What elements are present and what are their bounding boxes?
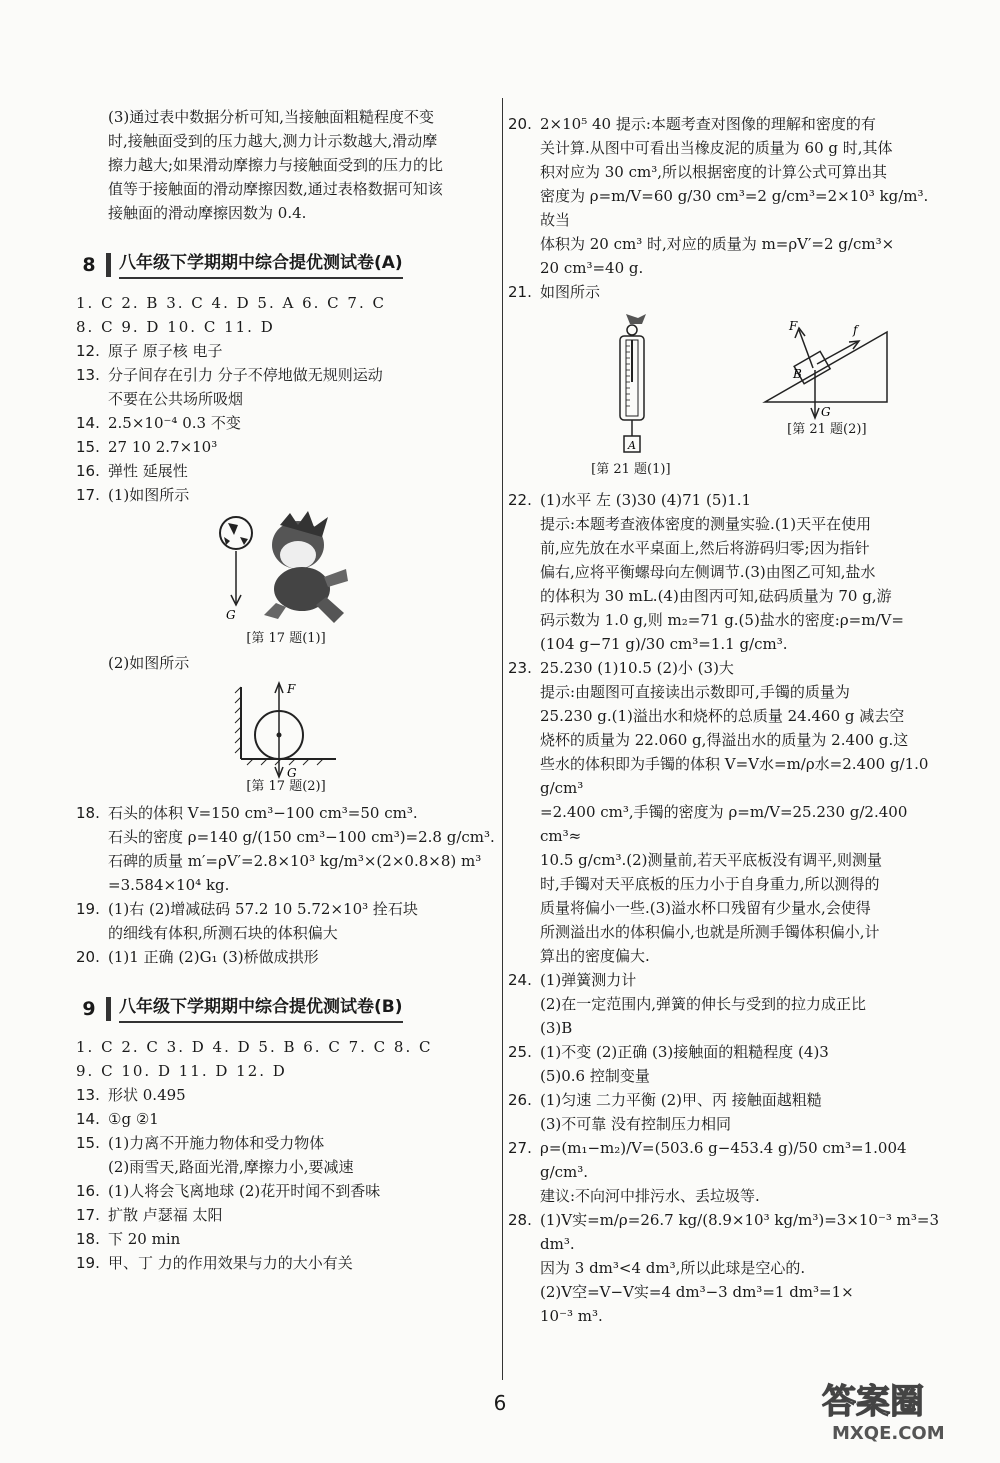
answer-row	[508, 280, 940, 304]
answer-row	[508, 608, 940, 632]
answer-text: 提示:本题考查液体密度的测量实验.(1)天平在使用	[540, 515, 872, 533]
block-label: B	[792, 367, 802, 381]
answer-text: 弹性 延展性	[108, 462, 188, 480]
answer-row	[508, 1184, 940, 1208]
answer-row	[508, 1208, 940, 1256]
figure-21	[548, 308, 940, 482]
intro-paragraph	[76, 105, 496, 225]
answer-text: (1)力离不开施力物体和受力物体	[108, 1134, 325, 1152]
spring-scale-image	[596, 312, 666, 462]
answer-text: (104 g−71 g)/30 cm³=1.1 g/cm³.	[540, 635, 788, 653]
answer-text: 密度为 ρ=m/V=60 g/30 cm³=2 g/cm³=2×10³ kg/m³.故当	[540, 187, 929, 229]
answer-row	[508, 632, 940, 656]
answer-text: 因为 3 dm³<4 dm³,所以此球是空心的.	[540, 1259, 806, 1277]
answer-text: 9. C 10. D 11. D 12. D	[76, 1062, 287, 1080]
question-number: 20.	[76, 948, 100, 966]
answer-text: (1)V实=m/ρ=26.7 kg/(8.9×10³ kg/m³)=3×10⁻³ m³=3 dm³.	[540, 1211, 940, 1253]
answer-row	[508, 232, 940, 256]
answer-text: 码示数为 1.0 g,则 m₂=71 g.(5)盐水的密度:ρ=m/V=	[540, 611, 904, 629]
figure-caption: [第 21 题(1)]	[591, 462, 671, 477]
answer-row	[508, 656, 940, 680]
figure-caption: [第 21 题(2)]	[787, 422, 867, 437]
answer-text: 石碑的质量 m′=ρV′=2.8×10³ kg/m³×(2×0.8×8) m³	[108, 852, 482, 870]
answer-row	[508, 944, 940, 968]
column-divider	[502, 98, 503, 1380]
answer-text: 10.5 g/cm³.(2)测量前,若天平底板没有调平,则测量	[540, 851, 883, 869]
question-number: 28.	[508, 1211, 532, 1229]
answer-text: (1)不变 (2)正确 (3)接触面的粗糙程度 (4)3	[540, 1043, 829, 1061]
question-20	[508, 112, 940, 280]
answer-text: 些水的体积即为手镯的体积 V=V水=m/ρ水=2.400 g/1.0 g/cm³	[540, 755, 929, 797]
question-number: 16.	[76, 1182, 100, 1200]
answer-text: 扩散 卢瑟福 太阳	[108, 1206, 223, 1224]
question-23	[508, 656, 940, 968]
question-number: 16.	[76, 462, 100, 480]
answer-text: 关计算.从图中可看出当橡皮泥的质量为 60 g 时,其体	[540, 139, 893, 157]
answer-row	[76, 825, 496, 849]
answer-text: 1. C 2. B 3. C 4. D 5. A 6. C 7. C	[76, 294, 386, 312]
right-column	[508, 112, 940, 1328]
answer-row	[76, 1035, 496, 1059]
svg-text:答案圈: 答案圈	[822, 1382, 924, 1422]
answer-text: 10⁻³ m³.	[540, 1307, 603, 1325]
answer-row	[508, 512, 940, 536]
answer-row	[508, 704, 940, 728]
answer-row	[76, 921, 496, 945]
question-number: 18.	[76, 804, 100, 822]
answer-row	[508, 968, 940, 992]
answer-text: 8. C 9. D 10. C 11. D	[76, 318, 275, 336]
answer-row	[508, 160, 940, 184]
answer-row	[508, 560, 940, 584]
answer-row	[76, 1203, 496, 1227]
answer-text: (2)雨雪天,路面光滑,摩擦力小,要减速	[108, 1158, 354, 1176]
figure-17-2-image	[231, 679, 341, 779]
answer-text: =2.400 cm³,手镯的密度为 ρ=m/V=25.230 g/2.400 cm³≈	[540, 803, 908, 845]
answer-row	[76, 801, 496, 825]
question-number: 14.	[76, 1110, 100, 1128]
answer-row	[508, 584, 940, 608]
answer-row	[508, 1280, 940, 1304]
answer-text: 25.230 g.(1)溢出水和烧杯的总质量 24.460 g 减去空	[540, 707, 905, 725]
answer-row	[76, 1107, 496, 1131]
answer-text: 20 cm³=40 g.	[540, 259, 644, 277]
answer-text: 如图所示	[540, 283, 601, 301]
answer-row	[508, 488, 940, 512]
answer-row	[76, 315, 496, 339]
answer-row	[76, 459, 496, 483]
answer-row	[508, 1040, 940, 1064]
question-number: 12.	[76, 342, 100, 360]
figure-caption: [第 17 题(2)]	[246, 779, 326, 794]
figure-21-2	[757, 312, 897, 478]
answer-text: 算出的密度偏大.	[540, 947, 650, 965]
answer-text: (2)在一定范围内,弹簧的伸长与受到的拉力成正比	[540, 995, 867, 1013]
answer-row	[508, 728, 940, 752]
block-label: A	[627, 439, 636, 452]
section-title: 八年级下学期期中综合提优测试卷(A)	[119, 251, 403, 279]
question-24	[508, 968, 940, 1040]
answer-row	[76, 411, 496, 435]
force-label: F	[287, 682, 296, 696]
gravity-label: G	[820, 405, 831, 419]
friction-label: f	[852, 323, 858, 337]
question-number: 22.	[508, 491, 532, 509]
answer-row	[76, 363, 496, 387]
answer-text: (1)匀速 二力平衡 (2)甲、丙 接触面越粗糙	[540, 1091, 822, 1109]
answer-row	[76, 897, 496, 921]
answer-text: (2)如图所示	[108, 654, 190, 672]
answer-row	[508, 136, 940, 160]
answer-text: 烧杯的质量为 22.060 g,得溢出水的质量为 2.400 g.这	[540, 731, 909, 749]
answer-row	[76, 1155, 496, 1179]
question-number: 24.	[508, 971, 532, 989]
answer-text: (2)V空=V−V实=4 dm³−3 dm³=1 dm³=1×	[540, 1283, 854, 1301]
answer-row	[508, 256, 940, 280]
answer-row	[76, 435, 496, 459]
section-title: 八年级下学期期中综合提优测试卷(B)	[119, 995, 403, 1023]
question-number: 17.	[76, 1206, 100, 1224]
section-header-8	[76, 251, 496, 279]
answer-text: 1. C 2. C 3. D 4. D 5. B 6. C 7. C 8. C	[76, 1038, 433, 1056]
intro-line: 时,接触面受到的压力越大,测力计示数越大,滑动摩	[108, 132, 438, 150]
answer-text: 甲、丁 力的作用效果与力的大小有关	[108, 1254, 353, 1272]
answer-row	[76, 1083, 496, 1107]
answer-row	[508, 1112, 940, 1136]
answer-row	[76, 291, 496, 315]
question-number: 18.	[76, 1230, 100, 1248]
answer-row	[508, 680, 940, 704]
question-25	[508, 1040, 940, 1088]
answer-row	[508, 752, 940, 800]
figure-17-1	[76, 511, 496, 647]
intro-line: 值等于接触面的滑动摩擦因数,通过表格数据可知该	[108, 180, 443, 198]
answer-row	[76, 651, 496, 675]
section9-items	[76, 1083, 496, 1275]
answer-text: 27 10 2.7×10³	[108, 438, 218, 456]
answer-row	[508, 536, 940, 560]
answer-row	[508, 1016, 940, 1040]
question-number: 26.	[508, 1091, 532, 1109]
answer-text: (1)人将会飞离地球 (2)花开时闻不到香味	[108, 1182, 381, 1200]
question-number: 19.	[76, 1254, 100, 1272]
question-number: 25.	[508, 1043, 532, 1061]
answer-text: 提示:由题图可直接读出示数即可,手镯的质量为	[540, 683, 850, 701]
figure-21-1	[591, 312, 670, 478]
section-bar	[106, 997, 111, 1021]
figure-17-2	[76, 679, 496, 795]
answer-text: 25.230 (1)10.5 (2)小 (3)大	[540, 659, 734, 677]
question-26	[508, 1088, 940, 1136]
answer-text: 体积为 20 cm³ 时,对应的质量为 m=ρV′=2 g/cm³×	[540, 235, 895, 253]
answer-row	[76, 1059, 496, 1083]
answer-row	[508, 896, 940, 920]
question-number: 21.	[508, 283, 532, 301]
question-number: 13.	[76, 1086, 100, 1104]
intro-line: 接触面的滑动摩擦因数为 0.4.	[108, 204, 307, 222]
answer-text: (1)水平 左 (3)30 (4)71 (5)1.1	[540, 491, 752, 509]
answer-text: 的细线有体积,所测石块的体积偏大	[108, 924, 338, 942]
question-number: 15.	[76, 1134, 100, 1152]
answer-text: 前,应先放在水平桌面上,然后将游码归零;因为指针	[540, 539, 870, 557]
answer-row	[76, 945, 496, 969]
answer-text: (5)0.6 控制变量	[540, 1067, 650, 1085]
question-number: 17.	[76, 486, 100, 504]
answer-text: 下 20 min	[108, 1230, 181, 1248]
question-number: 14.	[76, 414, 100, 432]
answer-row	[508, 1256, 940, 1280]
answer-text: 不要在公共场所吸烟	[108, 390, 244, 408]
answer-text: 的体积为 30 mL.(4)由图丙可知,砝码质量为 70 g,游	[540, 587, 892, 605]
section8-items	[76, 339, 496, 507]
answer-text: 所测溢出水的体积偏小,也就是所测手镯体积偏小,计	[540, 923, 880, 941]
answer-text: (3)不可靠 没有控制压力相同	[540, 1115, 732, 1133]
answer-text: ρ=(m₁−m₂)/V=(503.6 g−453.4 g)/50 cm³=1.004 g/cm³.	[540, 1139, 907, 1181]
answer-text: ①g ②1	[108, 1110, 159, 1128]
figure-caption: [第 17 题(1)]	[246, 631, 326, 646]
answer-text: (1)1 正确 (2)G₁ (3)桥做成拱形	[108, 948, 319, 966]
answer-row	[76, 849, 496, 873]
answer-text: 质量将偏小一些.(3)溢水杯口残留有少量水,会使得	[540, 899, 871, 917]
question-number: 19.	[76, 900, 100, 918]
answer-text: (3)B	[540, 1019, 573, 1037]
answer-row	[76, 387, 496, 411]
answer-text: 原子 原子核 电子	[108, 342, 223, 360]
watermark-logo	[812, 1373, 982, 1445]
answer-row	[508, 1304, 940, 1328]
answer-row	[508, 872, 940, 896]
question-27	[508, 1136, 940, 1208]
answer-text: 石头的体积 V=150 cm³−100 cm³=50 cm³.	[108, 804, 418, 822]
answer-row	[508, 184, 940, 232]
answer-row	[76, 339, 496, 363]
answer-text: (1)如图所示	[108, 486, 190, 504]
question-18	[76, 801, 496, 897]
section-number: 8	[82, 254, 96, 276]
answer-row	[76, 1227, 496, 1251]
answer-row	[508, 992, 940, 1016]
question-number: 13.	[76, 366, 100, 384]
intro-line: 擦力越大;如果滑动摩擦力与接触面受到的压力的比	[108, 156, 444, 174]
force-label: F	[788, 319, 798, 333]
question-number: 20.	[508, 115, 532, 133]
answer-text: 分子间存在引力 分子不停地做无规则运动	[108, 366, 383, 384]
question-number: 27.	[508, 1139, 532, 1157]
answer-row	[76, 1131, 496, 1155]
intro-line: (3)通过表中数据分析可知,当接触面粗糙程度不变	[108, 108, 435, 126]
gravity-label: G	[226, 608, 236, 622]
answer-row	[76, 873, 496, 897]
question-28	[508, 1208, 940, 1328]
question-number: 23.	[508, 659, 532, 677]
answer-row	[76, 1251, 496, 1275]
answer-row	[508, 800, 940, 848]
answer-text: 2×10⁵ 40 提示:本题考查对图像的理解和密度的有	[540, 115, 876, 133]
answer-text: 形状 0.495	[108, 1086, 186, 1104]
answer-row	[508, 1088, 940, 1112]
incline-image	[757, 312, 897, 422]
section-bar	[106, 253, 111, 277]
answer-row	[508, 920, 940, 944]
answer-row	[76, 1179, 496, 1203]
answer-text: 时,手镯对天平底板的压力小于自身重力,所以测得的	[540, 875, 880, 893]
answer-text: 偏右,应将平衡螺母向左侧调节.(3)由图乙可知,盐水	[540, 563, 876, 581]
gravity-label: G	[287, 766, 297, 779]
answer-row	[76, 483, 496, 507]
answer-text: 建议:不向河中排污水、丢垃圾等.	[540, 1187, 760, 1205]
answer-row	[508, 1136, 940, 1184]
figure-17-1-image	[216, 511, 356, 631]
svg-text:MXQE.COM: MXQE.COM	[832, 1423, 945, 1444]
answer-row	[508, 1064, 940, 1088]
section-number: 9	[82, 998, 96, 1020]
answer-text: 石头的密度 ρ=140 g/(150 cm³−100 cm³)=2.8 g/cm³.	[108, 828, 495, 846]
question-number: 15.	[76, 438, 100, 456]
question-22	[508, 488, 940, 656]
question-19	[76, 897, 496, 945]
answer-text: =3.584×10⁴ kg.	[108, 876, 230, 894]
page-number: 6	[493, 1391, 507, 1415]
answer-text: 2.5×10⁻⁴ 0.3 不变	[108, 414, 241, 432]
answer-row	[508, 112, 940, 136]
answer-text: (1)弹簧测力计	[540, 971, 637, 989]
left-column	[76, 105, 496, 1275]
section-header-9	[76, 995, 496, 1023]
answer-row	[508, 848, 940, 872]
answer-text: (1)右 (2)增减砝码 57.2 10 5.72×10³ 拴石块	[108, 900, 418, 918]
answer-text: 积对应为 30 cm³,所以根据密度的计算公式可算出其	[540, 163, 888, 181]
